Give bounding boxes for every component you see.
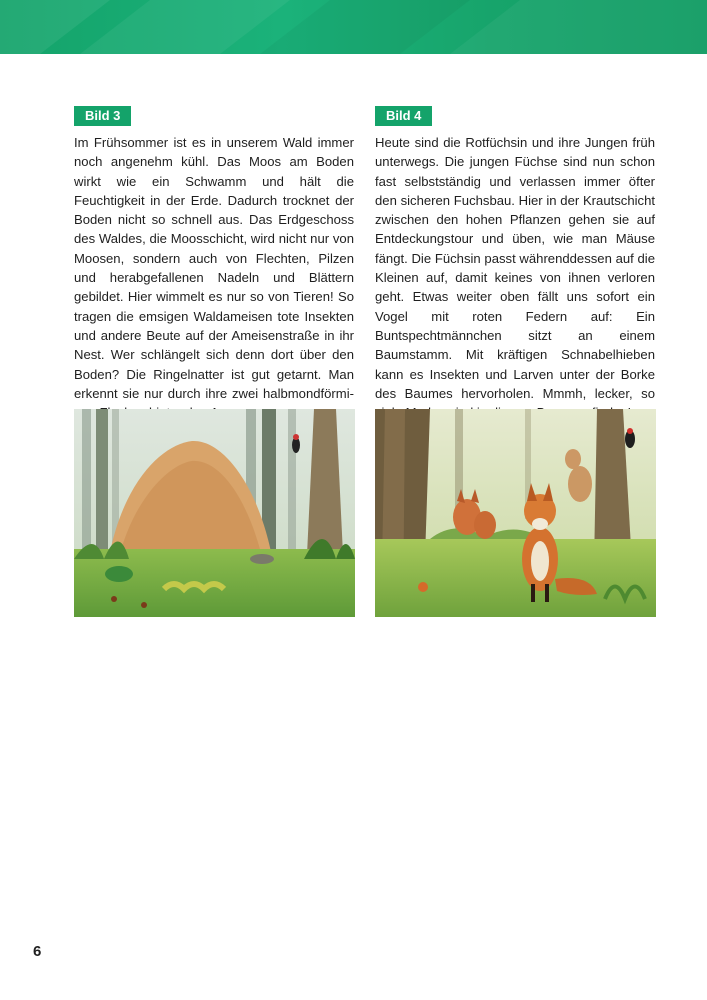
banner-decoration: [0, 0, 707, 54]
page-number: 6: [33, 943, 42, 960]
section-text: Im Frühsommer ist es in unserem Wald immer noch angenehm kühl. Das Moos am Boden wirkt wie ein Schwamm und hält die Feuchtigkeit in der Erde. Dadurch trocknet der Boden nicht so schnell aus. Das Erdgeschoss des Waldes, die Moosschicht, wird nicht nur von Moosen, sondern auch von Flechten, Pilzen und herabgefallenen Nadeln und Blättern gebildet. Hier wimmelt es nur so von Tieren! So tragen die emsigen Waldameisen tote Insekten und andere Beute auf der Ameisenstraße in ihr Nest. Wer schlängelt sich denn dort über den Boden? Die Ringelnatter ist gut getarnt. Man erkennt sie nur durch ihre zwei halbmondförmi: [74, 135, 354, 401]
section-text: Heute sind die Rotfüchsin und ihre Jungen früh unterwegs. Die jungen Füchse sind nun schon fast selbstständig und verlassen immer öfter den sicheren Fuchsbau. Hier in der Krautschicht zwischen den hohen Pflanzen gehen sie auf Entdeckungstour und üben, wie man Mäuse fängt. Die Füchsin passt währenddessen auf die Kleinen auf, damit keines von ihnen verloren geht. Etwas weiter oben fällt uns sofort ein Vogel mit roten Federn auf: Ein Buntspechtmännchen sitzt an einem Baumstamm. Mit kräftigen Schnabelhieben kann es Insekten und Larven unter der Borke des Baumes hervorholen. Mmmh, lecker, so: [375, 135, 655, 401]
illustration-forest-floor: [74, 409, 355, 617]
section-tag: Bild 4: [375, 106, 432, 126]
top-banner: [0, 0, 707, 54]
section-bild-4: [375, 106, 655, 422]
section-bild-3: [74, 106, 354, 422]
illustration-foxes: [375, 409, 656, 617]
section-tag: Bild 3: [74, 106, 131, 126]
